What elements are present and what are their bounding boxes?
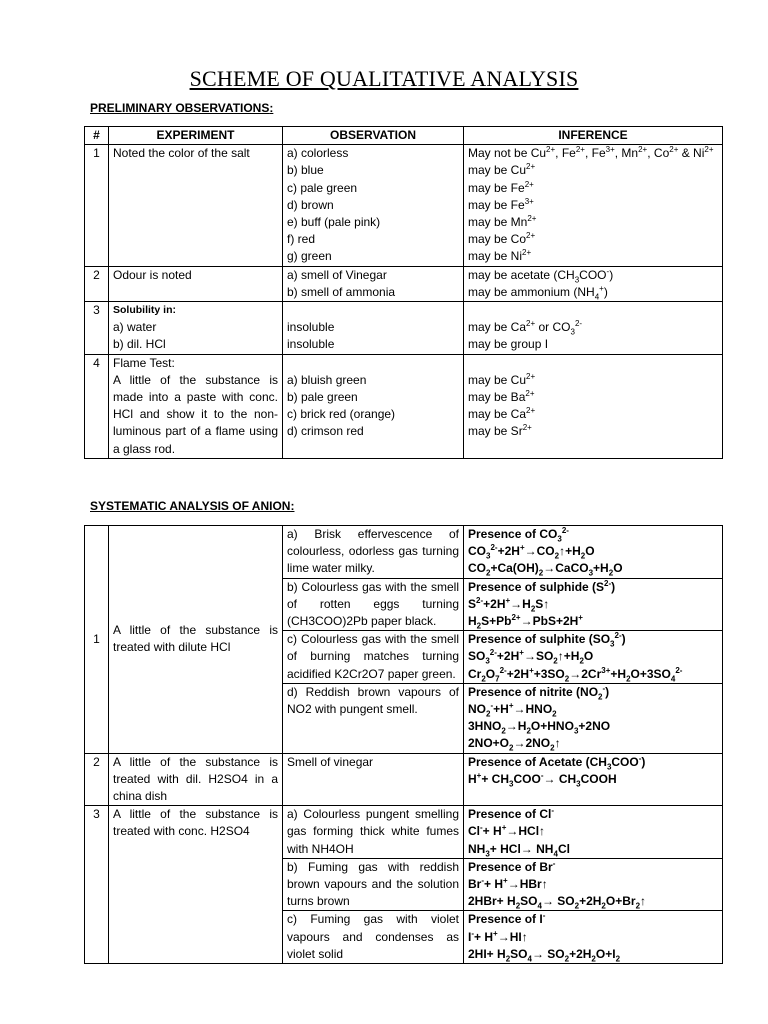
inference-cell: Presence of nitrite $(NO_2^-)$ $NO_2^-+H^+\to HNO_2$ $3HNO_2\to H_2O+HNO_3+2NO$ $2NO+O_2\to 2NO_2↑$: [464, 683, 723, 753]
experiment-cell: A little of the substance is treated with conc. H2SO4: [109, 806, 283, 964]
col-header-inference: INFERENCE: [464, 127, 723, 145]
inference-cell: Presence of I- I-+ H+→HI↑ $2HI+ H_2SO_4\to SO_2+2H_2O+I_2$: [464, 911, 723, 964]
col-header-observation: OBSERVATION: [283, 127, 464, 145]
observation-cell: d) Reddish brown vapours of NO2 with pungent smell.: [283, 683, 464, 753]
inference-cell: Presence of Br- Br-+ H+→HBr↑ $2HBr+ H_2SO_4\to$ $SO_2+2H_2O+Br_2↑$: [464, 858, 723, 911]
inference-cell: may be $Ca^{2+}$ or $CO_3^{2-}$ may be group I: [464, 302, 723, 355]
row-number: 1: [85, 526, 109, 754]
inference-cell: may be $Cu^{2+}$ may be $Ba^{2+}$ may be $Ca^{2+}$ may be $Sr^{2+}$: [464, 354, 723, 458]
table-header-row: [85, 127, 723, 145]
observation-cell: c) Colourless gas with the smell of burning matches turning acidified K2Cr2O7 paper green.: [283, 631, 464, 684]
observation-cell: b) Colourless gas with the smell of rotten eggs turning (CH3COO)2Pb paper black.: [283, 578, 464, 631]
observation-cell: a) Brisk effervescence of colourless, odorless gas turning lime water milky.: [283, 526, 464, 579]
observation-cell: c) Fuming gas with violet vapours and condenses as violet solid: [283, 911, 464, 964]
preliminary-heading: PRELIMINARY OBSERVATIONS:: [90, 101, 274, 115]
row-number: 4: [85, 354, 109, 458]
observation-cell: a) bluish green b) pale green c) brick red (orange) d) crimson red: [283, 354, 464, 458]
row-number: 3: [85, 302, 109, 355]
inference-cell: may be acetate $(CH_3COO^-)$ may be ammonium $(NH_4^+)$: [464, 266, 723, 301]
experiment-cell: Noted the color of the salt: [109, 145, 283, 266]
observation-cell: b) Fuming gas with reddish brown vapours and the solution turns brown: [283, 858, 464, 911]
table-row: [85, 753, 723, 806]
row-number: 3: [85, 806, 109, 964]
anion-heading: SYSTEMATIC ANALYSIS OF ANION:: [90, 499, 295, 513]
experiment-cell: A little of the substance is treated with dil. H2SO4 in a china dish: [109, 753, 283, 806]
preliminary-table: [84, 126, 723, 459]
inference-cell: Presence of sulphite $(SO_3^{2-})$ $SO_3^{2-}+2H^+\to SO_2↑+H_2O$ $Cr_2O_7^{2-}+2H^++3SO_2\to 2Cr^{3+}+H_2O+3SO_4^{2-}$: [464, 631, 723, 684]
row-number: 1: [85, 145, 109, 266]
anion-table: [84, 525, 723, 964]
table-row: [85, 302, 723, 355]
observation-cell: Smell of vinegar: [283, 753, 464, 806]
table-row: [85, 354, 723, 458]
experiment-cell: Solubility in: a) water b) dil. HCl: [109, 302, 283, 355]
table-row: [85, 806, 723, 859]
col-header-experiment: EXPERIMENT: [109, 127, 283, 145]
experiment-cell: Flame Test: A little of the substance is made into a paste with conc. HCl and show it to the non-luminous part of a flame using a glass rod.: [109, 354, 283, 458]
observation-cell: insoluble insoluble: [283, 302, 464, 355]
observation-cell: a) smell of Vinegar b) smell of ammonia: [283, 266, 464, 301]
observation-cell: a) colorless b) blue c) pale green d) brown e) buff (pale pink) f) red g) green: [283, 145, 464, 266]
row-number: 2: [85, 266, 109, 301]
inference-cell: May not be $Cu^{2+}$, $Fe^{2+}$, $Fe^{3+}$, $Mn^{2+}$, $Co^{2+}$ & $Ni^{2+}$ may be $Cu^{2+}$ may be $Fe^{2+}$ may be $Fe^{3+}$ may be $Mn^{2+}$ may be $Co^{2+}$ may be $Ni^{2+}$: [464, 145, 723, 266]
table-row: [85, 526, 723, 579]
inference-cell: Presence of $CO_3^{2-}$ $CO_3^{2-}+2H^+\to CO_2↑+H_2O$ $CO_2+Ca(OH)_2\to CaCO_3+H_2O$: [464, 526, 723, 579]
inference-cell: Presence of sulphide $(S^{2-})$ $S^{2-}+2H^+\to H_2S↑$ $H_2S+Pb^{2+}\to PbS+2H^+$: [464, 578, 723, 631]
experiment-cell: A little of the substance is treated with dilute HCl: [109, 526, 283, 754]
experiment-cell: Odour is noted: [109, 266, 283, 301]
page-title: SCHEME OF QUALITATIVE ANALYSIS: [189, 66, 579, 91]
observation-cell: a) Colourless pungent smelling gas forming thick white fumes with NH4OH: [283, 806, 464, 859]
col-header-num: #: [85, 127, 109, 145]
table-row: [85, 145, 723, 266]
inference-cell: Presence of Cl- Cl-+ H+→HCl↑ $NH_3+ HCl\to NH_4Cl$: [464, 806, 723, 859]
inference-cell: Presence of Acetate $(CH_3COO^-)$ $H^++ CH_3COO^-\to$ $CH_3COOH$: [464, 753, 723, 806]
row-number: 2: [85, 753, 109, 806]
table-row: [85, 266, 723, 301]
